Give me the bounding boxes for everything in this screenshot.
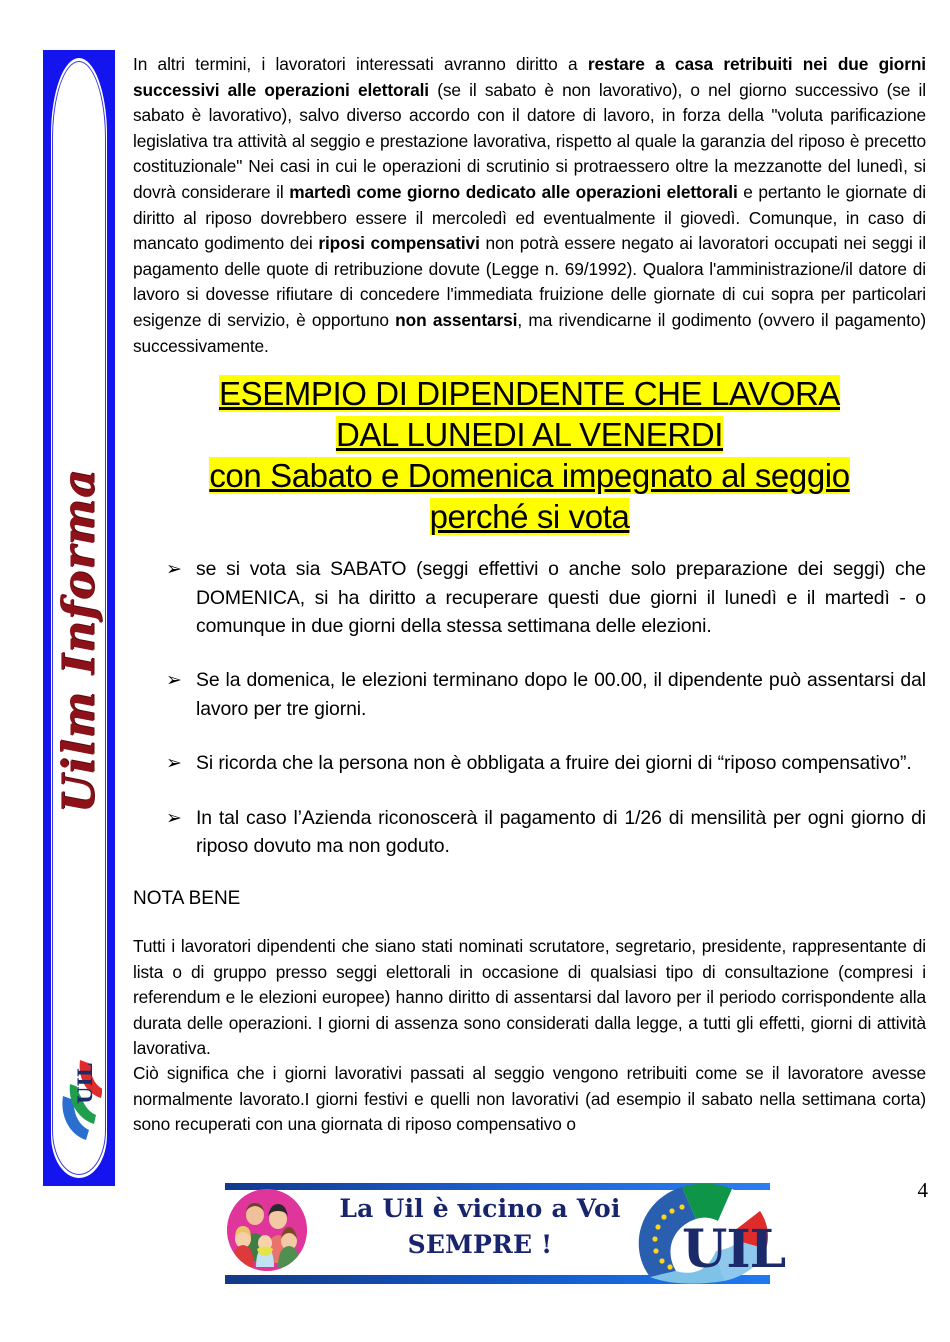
uil-logo-icon [620, 1179, 800, 1291]
list-item [166, 666, 926, 723]
list-item [166, 749, 926, 777]
intro-bold-1: restare a casa retribuiti nei due giorni successivi alle operazioni elettorali [133, 54, 926, 100]
footer-slogan-line-2: SEMPRE ! [407, 1230, 553, 1259]
arrow-bullet-icon: ➢ [166, 558, 182, 581]
list-item [166, 555, 926, 640]
intro-bold-3: riposi compensativi [318, 233, 480, 254]
nota-bene-body [133, 934, 926, 1137]
list-item-text: Se la domenica, le elezioni terminano dopo le 00.00, il dipendente può assentarsi dal lavoro per tre giorni. [196, 669, 926, 720]
intro-bold-2: martedì come giorno dedicato alle operazioni elettorali [289, 181, 738, 202]
intro-text-f: , ma rivendicarne il godimento (ovvero il pagamento) successivamente. [133, 309, 926, 356]
nota-bene-title: NOTA BENE [133, 888, 241, 910]
list-item-text: In tal caso l’Azienda riconoscerà il pagamento di 1/26 di mensilità per ogni giorno di riposo dovuto ma non goduto. [196, 806, 926, 857]
list-item [166, 804, 926, 861]
nota-bene-paragraph-2: Ciò significa che i giorni lavorativi passati al seggio vengono retribuiti come se il lavoratore avesse normalmente lavorato.I giorni festivi e quelli non lavorativi (ad esempio il sabato nella settimana corta) sono recuperati con una giornata di riposo compensativo o [133, 1063, 926, 1135]
bullet-list [166, 555, 926, 860]
heading-line-4: perché si vota [429, 498, 630, 536]
intro-text-e: non potrà essere negato ai lavoratori occupati nei seggi il pagamento delle quote di retribuzione dovute (Legge n. 69/1992). Qualora l'amministrazione/il datore di lavoro si dovesse rifiutare di concedere l'immediata fruizione delle giornate di cui sopra per particolari esigenze di servizio, è opportuno [133, 233, 926, 330]
heading-line-3: con Sabato e Domenica impegnato al seggio [209, 457, 850, 495]
list-item-text: se si vota sia SABATO (seggi effettivi o anche solo preparazione dei seggi) che DOMENICA, si ha diritto a recuperare questi due giorni il lunedì e il martedì - o comunque in due giorni della stessa settimana delle elezioni. [196, 558, 926, 637]
svg-text:UIL: UIL [73, 1063, 97, 1104]
example-heading [133, 373, 926, 537]
uil-logo-text: UIL [682, 1219, 786, 1280]
document-body [133, 52, 926, 1138]
nota-bene-paragraph-1: Tutti i lavoratori dipendenti che siano stati nominati scrutatore, segretario, presidente, rappresentante di lista o di gruppo presso seggi elettorali in occasione di qualsiasi tipo di consultazione (compresi i referendum e le elezioni europee) hanno diritto di assentarsi dal lavoro per il periodo corrispondente alla durata delle operazioni. I giorni di assenza sono considerati dalla legge, a tutti gli effetti, giorni di attività lavorativa. [133, 936, 926, 1058]
arrow-bullet-icon: ➢ [166, 669, 182, 692]
footer-banner [215, 1183, 785, 1295]
intro-paragraph [133, 52, 926, 359]
page-number: 4 [917, 1178, 928, 1202]
arrow-bullet-icon: ➢ [166, 752, 182, 775]
heading-line-1: ESEMPIO DI DIPENDENTE CHE LAVORA [218, 375, 841, 413]
footer-slogan [320, 1191, 640, 1263]
list-item-text: Si ricorda che la persona non è obbligata a fruire dei giorni di “riposo compensativo”. [196, 752, 912, 775]
footer-slogan-line-1: La Uil è vicino a Voi [339, 1194, 621, 1223]
intro-text-c: (se il sabato è non lavorativo), o nel giorno successivo (se il sabato è lavorativo), salvo diverso accordo con il datore di lavoro, in forza della "voluta parificazione legislativa tra attività al seggio e prestazione lavorativa, rispetto al quale la garanzia del riposo è precetto costituzionale" Nei casi in cui le operazioni di scrutinio si protraessero oltre la mezzanotte del lunedì, si dovrà considerare il [133, 79, 926, 202]
intro-text-d: e pertanto le giornate di diritto al riposo dovrebbero essere il mercoledì ed eventualmente il giovedì. Comunque, in caso di mancato godimento dei [133, 181, 927, 254]
masthead-sidebar [43, 50, 115, 1186]
heading-line-2: DAL LUNEDI AL VENERDI [335, 416, 724, 454]
uil-logo-icon-sidebar [56, 1058, 102, 1144]
intro-text-a: In altri termini, i lavoratori interessati avranno diritto a [133, 54, 588, 74]
intro-bold-4: non assentarsi [395, 309, 518, 330]
masthead-title: Uilm Informa [53, 468, 105, 814]
arrow-bullet-icon: ➢ [166, 806, 182, 829]
family-illustration [227, 1189, 307, 1271]
